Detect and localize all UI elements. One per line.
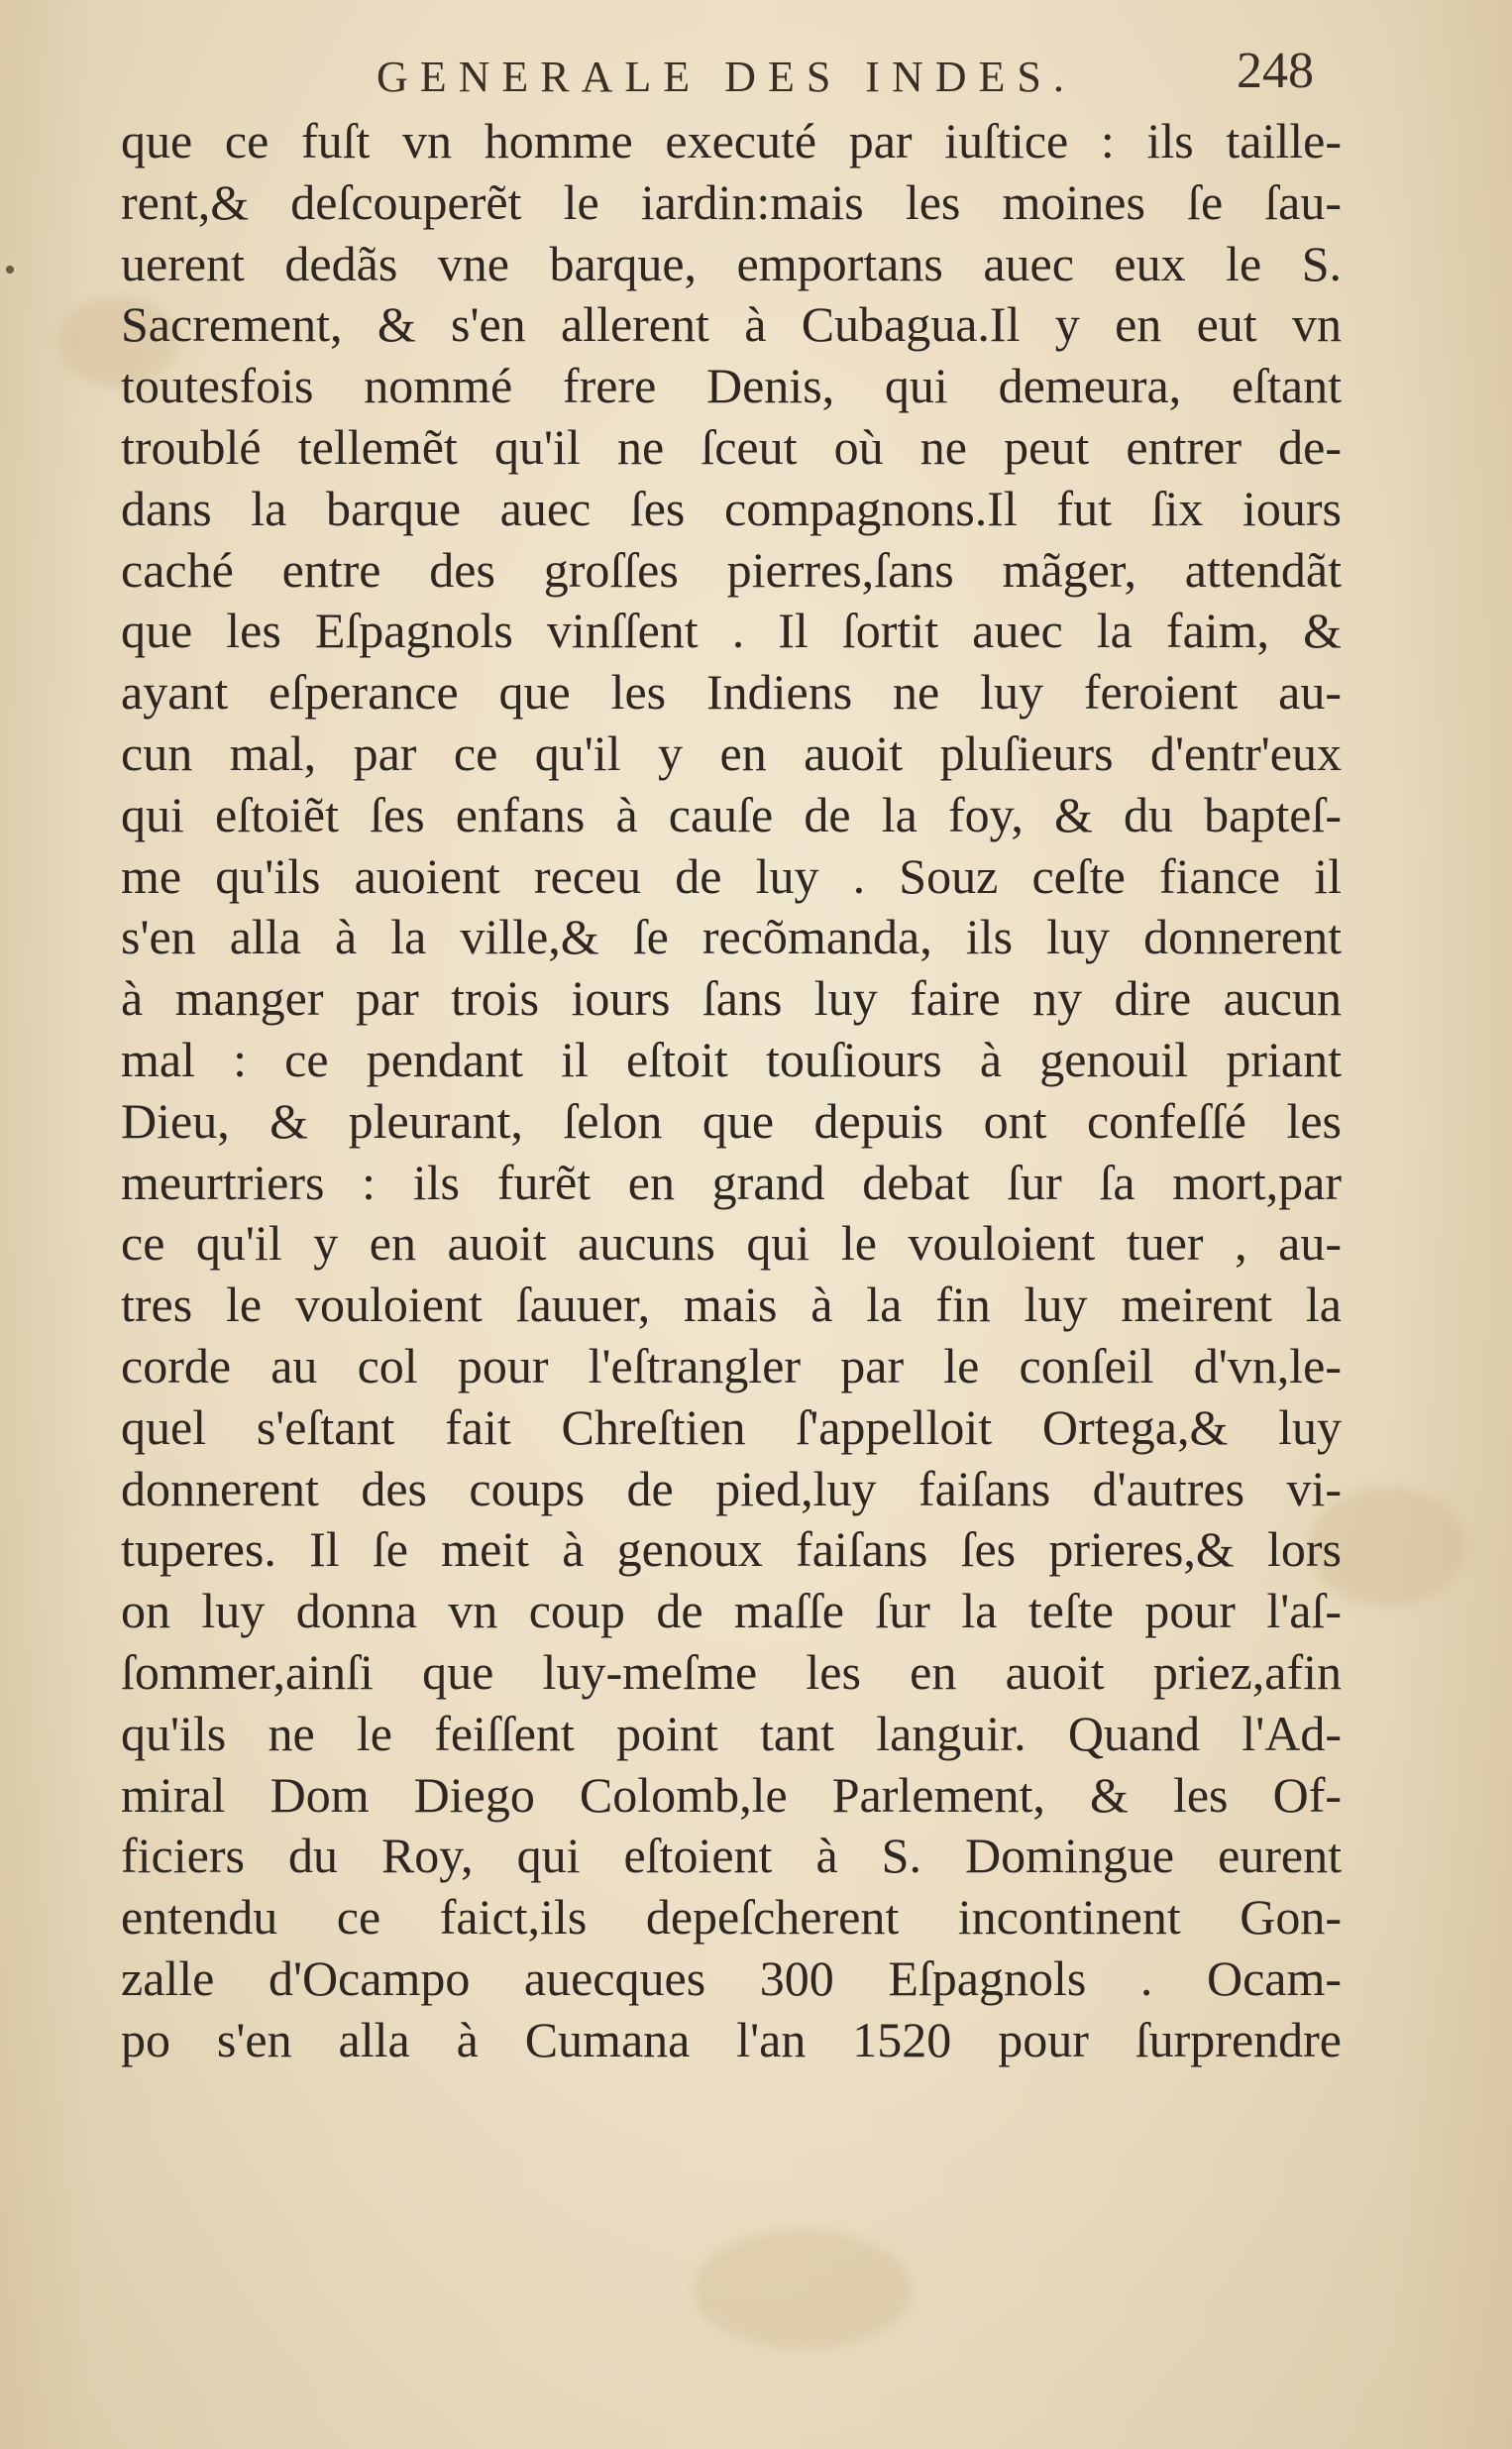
text-line: troublé tellemẽt qu'il ne ſceut où ne peut entrer de- bbox=[121, 418, 1342, 475]
text-line: mal : ce pendant il eſtoit touſiours à genouil priant bbox=[121, 1031, 1342, 1087]
text-line: tuperes. Il ſe meit à genoux faiſans ſes prieres,& lors bbox=[121, 1521, 1342, 1578]
text-line: meurtriers : ils furẽt en grand debat ſur ſa mort,par bbox=[121, 1154, 1342, 1210]
text-line: Sacrement, & s'en allerent à Cubagua.Il y en eut vn bbox=[121, 296, 1342, 353]
text-line: dans la barque auec ſes compagnons.Il fut ſix iours bbox=[121, 480, 1342, 536]
text-line: que ce fuſt vn homme executé par iuſtice : ils taille- bbox=[121, 113, 1342, 168]
text-line: ce qu'il y en auoit aucuns qui le vouloient tuer , au- bbox=[121, 1215, 1342, 1272]
text-line: miral Dom Diego Colomb,le Parlement, & les Of- bbox=[121, 1766, 1342, 1823]
text-line: donnerent des coups de pied,luy faiſans d'autres vi- bbox=[121, 1460, 1342, 1516]
text-line: que les Eſpagnols vinſſent . Il ſortit auec la faim, & bbox=[121, 603, 1342, 659]
text-line: entendu ce faict,ils depeſcherent incontinent Gon- bbox=[121, 1889, 1342, 1946]
running-head: GENERALE DES INDES. bbox=[377, 53, 1076, 101]
text-line: me qu'ils auoient receu de luy . Souz ceſte fiance il bbox=[121, 847, 1342, 904]
text-line: po s'en alla à Cumana l'an 1520 pour ſurprendre bbox=[121, 2011, 1342, 2067]
text-line: toutesfois nommé frere Denis, qui demeura, eſtant bbox=[121, 358, 1342, 414]
text-line: rent,& deſcouperẽt le iardin:mais les moines ſe ſau- bbox=[121, 173, 1342, 230]
text-line: ficiers du Roy, qui eſtoient à S. Domingue eurent bbox=[121, 1828, 1342, 1884]
text-line: qui eſtoiẽt ſes enfans à cauſe de la foy, & du bapteſ- bbox=[121, 786, 1342, 842]
text-line: quel s'eſtant fait Chreſtien ſ'appelloit Ortega,& luy bbox=[121, 1398, 1342, 1455]
text-line: zalle d'Ocampo auecques 300 Eſpagnols . Ocam- bbox=[121, 1949, 1342, 2006]
text-line: corde au col pour l'eſtrangler par le conſeil d'vn,le- bbox=[121, 1337, 1342, 1393]
text-line: caché entre des groſſes pierres,ſans mãger, attendãt bbox=[121, 541, 1342, 598]
text-line: cun mal, par ce qu'il y en auoit pluſieurs d'entr'eux bbox=[121, 724, 1342, 781]
text-line: s'en alla à la ville,& ſe recõmanda, ils luy donnerent bbox=[121, 909, 1342, 965]
body-text bbox=[121, 111, 1342, 2071]
text-line: à manger par trois iours ſans luy faire ny dire aucun bbox=[121, 970, 1342, 1027]
text-line: qu'ils ne le feiſſent point tant languir. Quand l'Ad- bbox=[121, 1705, 1342, 1761]
text-line: ſommer,ainſi que luy-meſme les en auoit priez,afin bbox=[121, 1643, 1342, 1700]
paper-stain bbox=[694, 2230, 912, 2349]
text-line: uerent dedãs vne barque, emportans auec eux le S. bbox=[121, 235, 1342, 291]
text-line: ayant eſperance que les Indiens ne luy feroient au- bbox=[121, 664, 1342, 721]
text-line: on luy donna vn coup de maſſe ſur la teſte pour l'aſ- bbox=[121, 1583, 1342, 1639]
text-line: tres le vouloient ſauuer, mais à la fin luy meirent la bbox=[121, 1277, 1342, 1333]
page-number: 248 bbox=[1237, 43, 1314, 99]
text-line: Dieu, & pleurant, ſelon que depuis ont confeſſé les bbox=[121, 1092, 1342, 1149]
margin-mark bbox=[6, 266, 14, 274]
